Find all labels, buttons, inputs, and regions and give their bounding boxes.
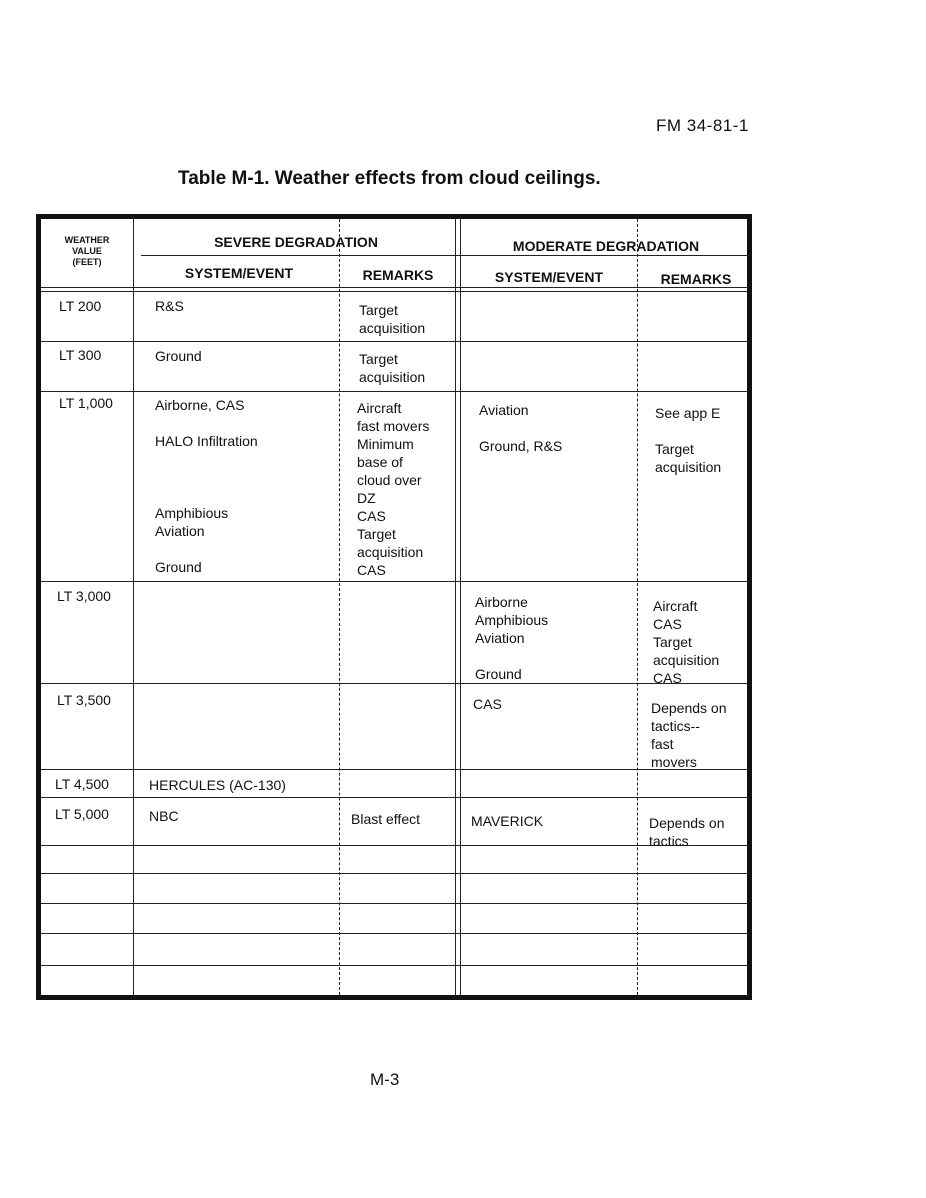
moderate-remarks-cell: Aircraft CAS Target acquisition CAS	[653, 598, 720, 686]
row-divider	[41, 845, 747, 846]
severe-system-cell: HERCULES (AC-130)	[149, 777, 286, 793]
moderate-system-cell: Aviation Ground, R&S	[479, 402, 563, 454]
row-divider	[41, 797, 747, 798]
row-divider	[41, 769, 747, 770]
row-weather-value: LT 3,000	[57, 588, 111, 604]
weather-effects-table	[36, 214, 752, 1000]
moderate-system-event-header: SYSTEM/EVENT	[494, 269, 604, 285]
severe-remarks-header: REMARKS	[362, 267, 434, 283]
severe-remarks-cell: Target acquisition	[359, 351, 426, 385]
moderate-remarks-cell: Depends on tactics-- fast movers	[651, 700, 727, 770]
weather-value-header: WEATHER VALUE (FEET)	[64, 235, 110, 267]
row-weather-value: LT 200	[59, 298, 102, 314]
moderate-system-cell: MAVERICK	[471, 813, 544, 829]
row-weather-value: LT 5,000	[55, 806, 109, 822]
moderate-system-cell: Airborne Amphibious Aviation Ground	[475, 594, 549, 682]
page-number: M-3	[370, 1070, 400, 1089]
row-divider	[41, 903, 747, 904]
header-subdivider	[141, 255, 751, 256]
row-divider	[41, 965, 747, 966]
col-divider	[133, 219, 134, 995]
severe-remarks-cell: Blast effect	[351, 811, 421, 827]
moderate-remarks-cell: See app E Target acquisition	[655, 405, 722, 475]
moderate-remarks-header: REMARKS	[660, 271, 732, 287]
row-divider	[41, 581, 747, 582]
row-divider	[41, 683, 747, 684]
document-id: FM 34-81-1	[656, 116, 749, 135]
col-divider-double	[455, 219, 461, 995]
moderate-degradation-header: MODERATE DEGRADATION	[512, 238, 700, 254]
severe-remarks-cell: Target acquisition	[359, 302, 426, 336]
col-divider-dashed	[339, 219, 340, 995]
severe-system-cell: Ground	[155, 348, 202, 364]
moderate-system-cell: CAS	[473, 696, 502, 712]
moderate-remarks-cell: Depends on tactics	[649, 815, 725, 849]
row-divider	[41, 873, 747, 874]
col-divider-dashed	[637, 219, 638, 995]
severe-system-cell: R&S	[155, 298, 184, 314]
table-title: Table M-1. Weather effects from cloud ceilings.	[178, 168, 601, 189]
severe-degradation-header: SEVERE DEGRADATION	[214, 234, 378, 250]
row-weather-value: LT 1,000	[59, 395, 113, 411]
row-divider	[41, 391, 747, 392]
severe-remarks-cell: Aircraft fast movers Minimum base of cloud over DZ CAS Target acquisition CAS	[357, 400, 430, 578]
row-divider	[41, 341, 747, 342]
row-divider	[41, 933, 747, 934]
severe-system-cell: NBC	[149, 808, 179, 824]
row-weather-value: LT 300	[59, 347, 102, 363]
severe-system-cell: Airborne, CAS HALO Infiltration Amphibious Aviation Ground	[155, 397, 258, 575]
row-weather-value: LT 4,500	[55, 776, 109, 792]
row-weather-value: LT 3,500	[57, 692, 111, 708]
severe-system-event-header: SYSTEM/EVENT	[184, 265, 294, 281]
